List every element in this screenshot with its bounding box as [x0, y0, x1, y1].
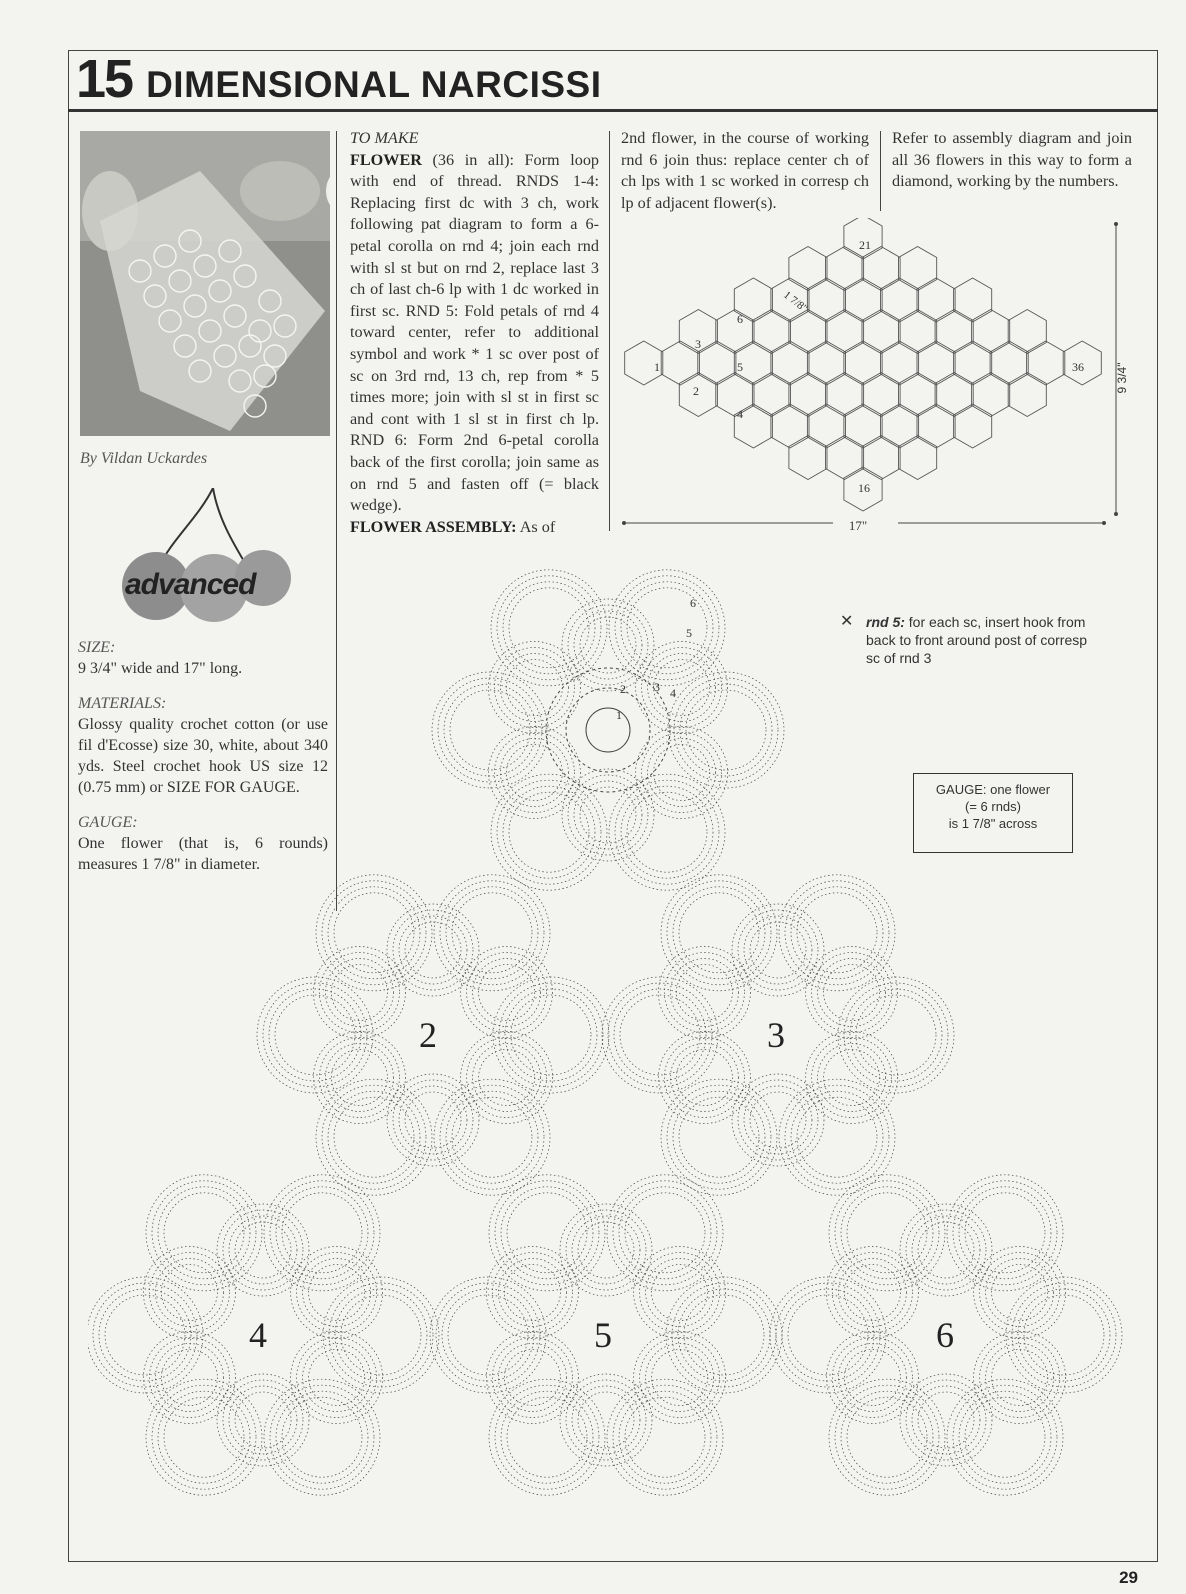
assembly-label: FLOWER ASSEMBLY: — [350, 517, 517, 536]
page-header — [68, 50, 1158, 112]
page-number: 29 — [1119, 1568, 1138, 1587]
assembly-flower-cell — [716, 310, 754, 354]
flower-size-label: 1 7/8" — [781, 288, 810, 315]
assembly-flower-cell — [862, 373, 900, 417]
assembly-flower-cell — [954, 341, 992, 385]
flower-label: FLOWER — [350, 150, 422, 169]
flower-chart — [88, 545, 1128, 1555]
column-divider — [880, 131, 881, 211]
round-label: 3 — [654, 680, 660, 694]
assembly-flower-cell — [789, 373, 827, 417]
assembly-flower-cell — [698, 341, 736, 385]
assembly-flower-cell — [826, 373, 864, 417]
round-label: 6 — [690, 596, 696, 610]
instructions-column-2: 2nd flower, in the course of working rnd 6 join thus: replace center ch of ch lps with 1 sc worked in corresp ch lp of adjacent flower(s). — [621, 129, 869, 212]
instructions-column-3: Refer to assembly diagram and join all 36 flowers in this way to form a diamond, working by the numbers. — [892, 129, 1132, 191]
assembly-flower-cell — [789, 247, 827, 291]
gauge-line: (= 6 rnds) — [965, 799, 1021, 814]
assembly-flower-cell — [771, 404, 809, 448]
flower-number: 5 — [594, 1315, 612, 1355]
assembly-flower-cell — [899, 436, 937, 480]
skill-level-badge: advanced — [125, 568, 256, 601]
assembly-flower-cell — [917, 341, 955, 385]
pattern-title: DIMENSIONAL NARCISSI — [146, 64, 602, 105]
instructions-column — [350, 128, 599, 538]
pattern-number: 15 — [76, 49, 133, 109]
assembly-flower-cell — [789, 310, 827, 354]
legend-symbol-icon: ✕ — [840, 613, 854, 630]
assembly-flower-cell — [661, 341, 699, 385]
assembly-flower-cell — [862, 247, 900, 291]
assembly-flower-cell — [899, 373, 937, 417]
assembly-flower-cell — [935, 310, 973, 354]
assembly-flower-cell — [807, 404, 845, 448]
assembly-flower-cell — [844, 341, 882, 385]
designer-credit: By Vildan Uckardes — [80, 450, 208, 467]
legend-text: for each sc, insert hook from back to front around post of corresp sc of rnd 3 — [866, 614, 1088, 666]
assembly-number: 36 — [1072, 360, 1084, 374]
assembly-diagram — [618, 218, 1133, 536]
assembly-flower-cell — [807, 341, 845, 385]
assembly-flower-cell — [1027, 341, 1065, 385]
assembly-flower-cell — [716, 373, 754, 417]
width-label: 17" — [848, 518, 868, 533]
assembly-flower-cell — [881, 404, 919, 448]
assembly-flower-cell — [826, 436, 864, 480]
assembly-flower-cell — [972, 310, 1010, 354]
round-label: 2 — [620, 682, 626, 696]
gauge-text: One flower (that is, 6 rounds) measures 1 7/8" in diameter. — [78, 835, 328, 873]
flower-number: 6 — [936, 1315, 954, 1355]
flower-instructions: (36 in all): Form loop with end of thread. RNDS 1-4: Replacing first dc with 3 ch, work following pat diagram to form a 6-petal corolla on rnd 4; join each rnd with sl st but on rnd 2, replace last 3 ch of last ch-6 lp with 1 dc worked in first sc. RND 5: Fold petals of rnd 4 toward center, refer to additional symbol and work * 1 sc over post of sc on 3rd rnd, 13 ch, rep from * 5 times more; join with sl st in first sc and cont with 1 sl st in first ch lp. RND 6: Form 2nd 6-petal corolla back of the first corolla; join same as on rnd 5 and fasten off (= black wedge). — [350, 150, 600, 515]
assembly-number: 5 — [737, 360, 743, 374]
assembly-number: 21 — [859, 238, 871, 252]
crochet-flower — [432, 570, 784, 890]
round-label: 4 — [670, 686, 676, 700]
assembly-flower-cell — [844, 404, 882, 448]
assembly-flower-cell — [752, 310, 790, 354]
flower-number: 4 — [249, 1315, 267, 1355]
assembly-flower-cell — [954, 404, 992, 448]
assembly-flower-cell — [862, 436, 900, 480]
assembly-flower-cell — [826, 310, 864, 354]
to-make-heading: TO MAKE — [350, 129, 419, 147]
gauge-heading: GAUGE: — [78, 814, 138, 831]
gauge-line: is 1 7/8" across — [948, 816, 1038, 831]
assembly-flower-cell — [881, 341, 919, 385]
size-heading: SIZE: — [78, 639, 116, 656]
assembly-flower-cell — [881, 278, 919, 322]
flower-number: 3 — [767, 1015, 785, 1055]
column-divider — [609, 131, 610, 531]
height-label: 9 3/4" — [1115, 362, 1129, 394]
assembly-flower-cell — [862, 310, 900, 354]
assembly-flower-cell — [972, 373, 1010, 417]
assembly-flower-cell — [899, 310, 937, 354]
gauge-line: GAUGE: one flower — [935, 782, 1051, 797]
assembly-flower-cell — [990, 341, 1028, 385]
materials-text: Glossy quality crochet cotton (or use fil d'Ecosse) size 30, white, about 340 yds. Steel crochet hook US size 12 (0.75 mm) or SIZE FOR GAUGE. — [78, 716, 328, 796]
assembly-flower-cell — [752, 373, 790, 417]
assembly-flower-cell — [917, 278, 955, 322]
assembly-flower-cell — [899, 247, 937, 291]
assembly-flower-cell — [771, 341, 809, 385]
size-text: 9 3/4" wide and 17" long. — [78, 660, 243, 677]
assembly-flower-cell — [935, 373, 973, 417]
assembly-instructions: As of — [519, 517, 556, 536]
materials-heading: MATERIALS: — [78, 695, 167, 712]
assembly-number: 1 — [654, 360, 660, 374]
round-label: 1 — [616, 708, 622, 722]
assembly-number: 16 — [858, 481, 870, 495]
assembly-number: 3 — [695, 337, 701, 351]
assembly-number: 2 — [693, 384, 699, 398]
assembly-flower-cell — [1008, 310, 1046, 354]
symbol-legend — [840, 613, 1088, 667]
assembly-flower-cell — [789, 436, 827, 480]
assembly-flower-cell — [826, 247, 864, 291]
assembly-flower-cell — [1008, 373, 1046, 417]
legend-round: rnd 5: — [866, 614, 905, 630]
gauge-box — [913, 773, 1073, 853]
assembly-number: 4 — [737, 407, 743, 421]
assembly-flower-cell — [954, 278, 992, 322]
assembly-flower-cell — [844, 278, 882, 322]
assembly-flower-cell — [917, 404, 955, 448]
project-photo — [80, 131, 330, 436]
assembly-flower-cell — [807, 278, 845, 322]
round-label: 5 — [686, 626, 692, 640]
flower-number: 2 — [419, 1015, 437, 1055]
assembly-number: 6 — [737, 312, 743, 326]
